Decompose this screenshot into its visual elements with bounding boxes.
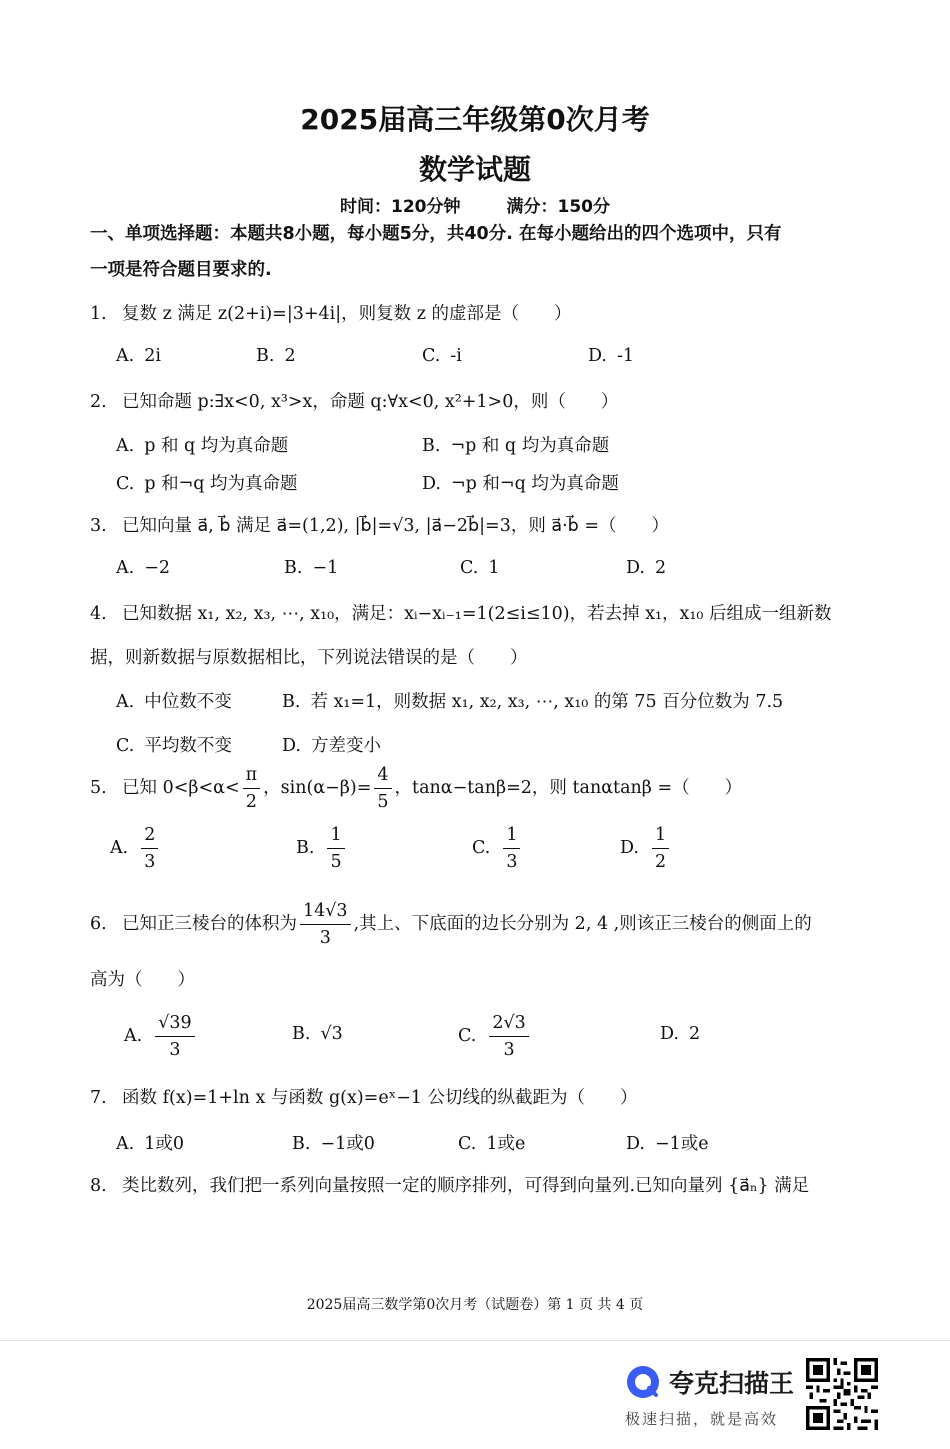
question-number: 7. (90, 1088, 107, 1108)
question-number: 1. (90, 304, 107, 324)
exam-subject: 数学试题 (418, 153, 531, 186)
question-5-options (110, 822, 890, 882)
question-number: 4. (90, 604, 107, 624)
question-text: 类比数列，我们把一系列向量按照一定的顺序排列，可得到向量列.已知向量列 {a⃗ₙ} 满足 (122, 1176, 810, 1196)
question-7 (90, 1086, 880, 1110)
fraction-4-over-5: $\frac{4}{5}$ (374, 762, 391, 815)
question-2 (90, 390, 880, 414)
scanner-watermark (625, 1362, 800, 1437)
question-number: 8. (90, 1176, 107, 1196)
option-a: A. 2i (116, 346, 161, 366)
page-footer: 2025届高三数学第0次月考（试题卷）第 1 页 共 4 页 (306, 1297, 644, 1313)
option-a: A. $\frac{√39}{3}$ (124, 1010, 198, 1063)
exam-score: 满分：150分 (506, 197, 610, 217)
option-d: D. $\frac{1}{2}$ (620, 822, 672, 875)
option-a: A. −2 (116, 558, 171, 578)
exam-meta (0, 192, 950, 217)
question-2-options-row-2 (116, 470, 896, 500)
option-a: A. p 和 q 均为真命题 (116, 436, 289, 456)
section-heading (90, 216, 870, 288)
question-8 (90, 1174, 880, 1198)
option-b: B. √3 (292, 1024, 343, 1044)
question-number: 5. (90, 778, 107, 798)
question-text-line-1: 已知数据 x₁, x₂, x₃, ⋯, x₁₀，满足：xᵢ−xᵢ₋₁=1(2≤i≤10)，若去掉 x₁，x₁₀ 后组成一组新数 (122, 604, 832, 624)
option-b: B. 2 (256, 346, 296, 366)
fraction-pi-over-2: $\frac{\pi}{2}$ (243, 762, 261, 815)
question-6-options (116, 1010, 896, 1070)
option-b: B. ¬p 和 q 均为真命题 (422, 436, 610, 456)
option-b: B. $\frac{1}{5}$ (296, 822, 348, 875)
option-b: B. −1 (284, 558, 339, 578)
question-4 (90, 602, 880, 670)
quark-logo-icon (625, 1364, 661, 1400)
question-1 (90, 302, 880, 326)
option-c: C. 1 (460, 558, 500, 578)
question-2-options-row-1 (116, 432, 896, 462)
question-text: 已知命题 p:∃x<0, x³>x，命题 q:∀x<0, x²+1>0，则（ ） (122, 392, 619, 412)
question-4-options-row-2 (116, 732, 896, 762)
option-d: D. 方差变小 (282, 736, 381, 756)
question-number: 6. (90, 914, 107, 934)
brand-name: 夸克扫描王 (669, 1369, 795, 1398)
option-a: A. $\frac{2}{3}$ (110, 822, 161, 875)
question-4-options-row-1 (116, 688, 896, 718)
section-line-1: 一、单项选择题：本题共8小题，每小题5分，共40分. 在每小题给出的四个选项中，只有 (90, 224, 782, 244)
brand-slogan: 极速扫描，就是高效 (625, 1410, 779, 1428)
option-d: D. 2 (626, 558, 667, 578)
question-number: 3. (90, 516, 107, 536)
question-1-options (116, 346, 896, 376)
question-7-options (116, 1130, 896, 1160)
question-text-line-2: 据，则新数据与原数据相比，下列说法错误的是（ ） (90, 648, 528, 668)
option-c: C. $\frac{2√3}{3}$ (458, 1010, 532, 1063)
option-d: D. -1 (588, 346, 635, 366)
option-a: A. 1或0 (116, 1134, 184, 1154)
option-d: D. 2 (660, 1024, 701, 1044)
question-text: 已知向量 a⃗, b⃗ 满足 a⃗=(1,2), |b⃗|=√3, |a⃗−2b⃗|=3，则 a⃗·b⃗ =（ ） (122, 516, 670, 536)
question-5: 5. 已知 0<β<α< $\frac{\pi}{2}$ ，sin(α−β)= $\frac{4}{5}$ ，tanα−tanβ=2，则 tanαtanβ =（ ） (90, 762, 880, 815)
option-c: C. 1或e (458, 1134, 526, 1154)
exam-title: 2025届高三年级第0次月考 (300, 103, 650, 136)
option-d: D. −1或e (626, 1134, 709, 1154)
option-c: C. $\frac{1}{3}$ (472, 822, 523, 875)
option-a: A. 中位数不变 (116, 692, 232, 712)
option-c: C. p 和¬q 均为真命题 (116, 474, 298, 494)
option-b: B. 若 x₁=1，则数据 x₁, x₂, x₃, ⋯, x₁₀ 的第 75 百分位数为 7.5 (282, 692, 784, 712)
divider (0, 1340, 950, 1341)
option-d: D. ¬p 和¬q 均为真命题 (422, 474, 619, 494)
question-6: 6. 已知正三棱台的体积为 $\frac{14√3}{3}$ ,其上、下底面的边长分别为 2, 4 ,则该正三棱台的侧面上的 (90, 898, 880, 951)
option-b: B. −1或0 (292, 1134, 375, 1154)
exam-time: 时间：120分钟 (340, 197, 461, 217)
section-line-2: 一项是符合题目要求的. (90, 260, 272, 280)
fraction-volume: $\frac{14√3}{3}$ (300, 898, 351, 951)
question-3-options (116, 558, 896, 588)
question-number: 2. (90, 392, 107, 412)
qr-code-icon (806, 1358, 878, 1430)
option-c: C. -i (422, 346, 462, 366)
question-6-line-2: 高为（ ） (90, 970, 195, 990)
question-3 (90, 514, 880, 538)
question-text: 函数 f(x)=1+ln x 与函数 g(x)=eˣ−1 公切线的纵截距为（ ） (122, 1088, 638, 1108)
option-c: C. 平均数不变 (116, 736, 232, 756)
question-text: 复数 z 满足 z(2+i)=|3+4i|，则复数 z 的虚部是（ ） (122, 304, 572, 324)
